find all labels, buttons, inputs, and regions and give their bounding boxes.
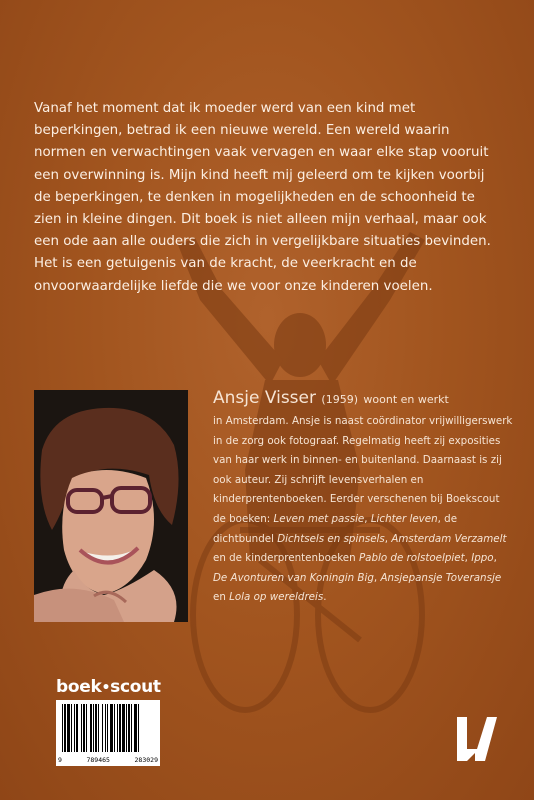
author-birth-year: (1959) bbox=[321, 393, 358, 406]
bio-text: in Amsterdam. Ansje is naast coördinator vrijwilligerswerk in de zorg ook fotograaf. Regelmatig heeft zij exposities van haar werk in binnen- en buitenland. Daarnaast is zij ook auteur. Zij schrijft levensverhalen en kinderprentenboeken. Eerder verschenen bij Boekscout de boeken: bbox=[213, 415, 513, 525]
barcode-bar bbox=[74, 704, 75, 752]
barcode-bar bbox=[128, 704, 130, 752]
book-title: Ansjepansje Toveransje bbox=[380, 571, 502, 584]
isbn-barcode bbox=[56, 700, 160, 766]
barcode-bar bbox=[64, 704, 66, 752]
barcode-bar bbox=[131, 704, 132, 752]
publisher-logo-dot: • bbox=[101, 680, 111, 696]
barcode-bar bbox=[114, 704, 115, 752]
barcode-bar bbox=[62, 704, 63, 752]
barcode-bar bbox=[138, 704, 139, 752]
bio-text: en bbox=[213, 591, 230, 604]
book-title: Amsterdam Verzamelt bbox=[391, 532, 507, 545]
author-section bbox=[213, 386, 513, 608]
author-photo bbox=[34, 390, 188, 622]
barcode-bar bbox=[110, 704, 113, 752]
barcode-digit-first: 9 bbox=[58, 756, 62, 764]
barcode-bar bbox=[117, 704, 118, 752]
author-bio bbox=[213, 412, 513, 608]
barcode-bar bbox=[134, 704, 137, 752]
barcode-bar bbox=[102, 704, 103, 752]
bio-text: , bbox=[364, 512, 371, 525]
barcode-bar bbox=[105, 704, 106, 752]
book-title: Ippo bbox=[471, 552, 494, 565]
blurb-text: Vanaf het moment dat ik moeder werd van een kind met beperkingen, betrad ik een nieuwe wereld. Een wereld waarin normen en verwachtingen vaak vervagen en waar elke stap vooruit een overwinning is. Mijn kind heeft mij geleerd om te kijken voorbij de beperkingen, te denken in mogelijkheden en de schoonheid te zien in kleine dingen. Dit boek is niet alleen mijn verhaal, maar ook een ode aan alle ouders die zich in vergelijkbare situaties bevinden. Het is een getuigenis van de kracht, de veerkracht en de onvoorwaardelijke liefde die we voor onze kinderen voelen. bbox=[34, 101, 491, 294]
book-title: Lichter leven bbox=[370, 512, 438, 525]
author-heading bbox=[213, 386, 513, 412]
publisher-logo-left: boek bbox=[56, 677, 102, 697]
barcode-bar bbox=[90, 704, 92, 752]
bio-text: , bbox=[493, 552, 497, 565]
barcode-bar bbox=[93, 704, 94, 752]
barcode-digits-left: 789465 bbox=[86, 756, 110, 764]
barcode-bar bbox=[126, 704, 127, 752]
barcode-bar bbox=[76, 704, 78, 752]
barcode-bar bbox=[95, 704, 97, 752]
barcode-bar bbox=[67, 704, 70, 752]
book-title: Lola op wereldreis bbox=[229, 591, 324, 604]
barcode-number bbox=[56, 756, 160, 764]
barcode-bar bbox=[107, 704, 108, 752]
barcode-bar bbox=[83, 704, 85, 752]
bio-text: , bbox=[464, 552, 472, 565]
barcode-bar bbox=[98, 704, 99, 752]
book-title: Leven met passie bbox=[273, 512, 365, 525]
publisher-logo bbox=[56, 677, 161, 697]
boekscout-mark-icon bbox=[455, 713, 499, 765]
author-name: Ansje Visser bbox=[213, 388, 316, 408]
bio-text: , de dichtbundel bbox=[213, 512, 458, 545]
book-title: Dichtsels en spinsels bbox=[277, 532, 385, 545]
publisher-logo-right: scout bbox=[110, 677, 161, 697]
book-title: De Avonturen van Koningin Big bbox=[213, 571, 374, 584]
bio-text: . bbox=[323, 591, 327, 604]
bio-text: , bbox=[384, 532, 392, 545]
barcode-bar bbox=[86, 704, 87, 752]
barcode-bar bbox=[81, 704, 82, 752]
book-title: Pablo de rolstoelpiet bbox=[358, 552, 465, 565]
bio-text: en de kinderprentenboeken bbox=[213, 552, 359, 565]
barcode-digits-right: 283029 bbox=[134, 756, 158, 764]
barcode-bar bbox=[122, 704, 125, 752]
bio-text: , bbox=[373, 571, 381, 584]
barcode-bar bbox=[71, 704, 72, 752]
barcode-bar bbox=[119, 704, 121, 752]
author-bio-lead: woont en werkt bbox=[363, 393, 449, 406]
barcode-bars bbox=[56, 700, 160, 756]
